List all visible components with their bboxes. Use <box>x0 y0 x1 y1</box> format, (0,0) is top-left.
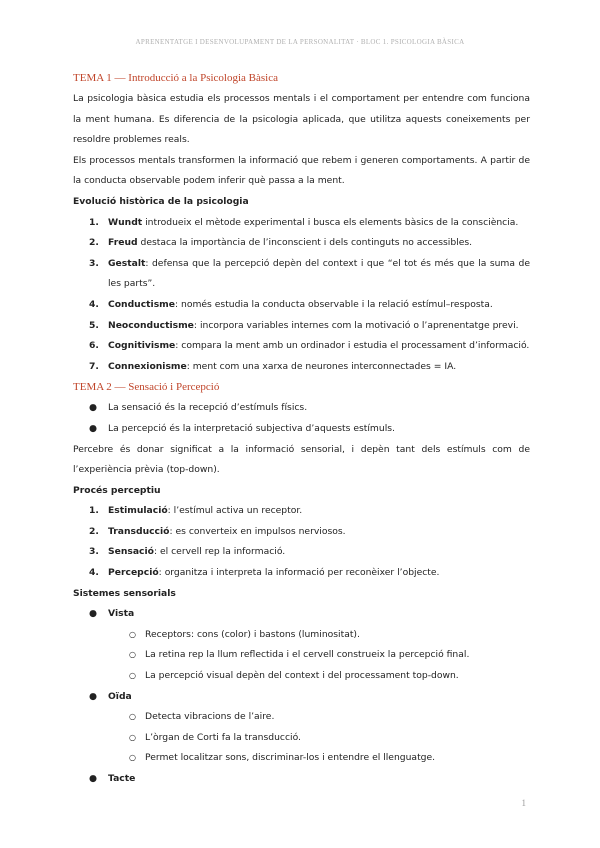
list-term: Wundt <box>108 216 143 228</box>
list-term: Freud <box>108 237 138 249</box>
tema2-paragraph-1: Percebre és donar significat a la informació sensorial, i depèn tant dels estímuls com de l’experiència prèvia (top-down). <box>73 443 530 476</box>
list-term: Vista <box>108 608 135 620</box>
sub-list-item <box>73 707 530 728</box>
list-item <box>73 563 530 584</box>
list-item <box>73 213 530 234</box>
list-item <box>73 398 530 419</box>
page-number: 1 <box>521 798 526 808</box>
proces-list <box>73 501 530 583</box>
list-item <box>73 295 530 316</box>
bullet-icon: ● <box>89 608 98 620</box>
list-item <box>73 233 530 254</box>
list-term: Sensació <box>108 546 154 558</box>
list-text: : ment com una xarxa de neurones interconnectades = IA. <box>186 360 457 372</box>
list-number: 2. <box>89 237 99 249</box>
circle-bullet-icon: ○ <box>129 732 136 742</box>
list-text: La percepció visual depèn del context i del processament top-down. <box>145 670 459 682</box>
tema1-paragraph-2: Els processos mentals transformen la informació que rebem i generen comportaments. A partir de la conducta observable podem inferir què passa a la ment. <box>73 154 530 187</box>
bullet-icon: ● <box>89 690 98 702</box>
list-term: Estimulació <box>108 505 168 517</box>
list-text: : es converteix en impulsos nerviosos. <box>169 525 346 537</box>
circle-bullet-icon: ○ <box>129 753 136 763</box>
list-item <box>73 254 530 295</box>
list-item <box>73 501 530 522</box>
list-text: La percepció és la interpretació subjectiva d’aquests estímuls. <box>108 422 395 434</box>
list-item-oida <box>73 687 530 708</box>
sub-list-item <box>73 625 530 646</box>
list-item <box>73 522 530 543</box>
list-item-tacte <box>73 769 530 790</box>
list-number: 5. <box>89 319 99 331</box>
page-header: APRENENTATGE I DESENVOLUPAMENT DE LA PERSONALITAT · BLOC 1. PSICOLOGIA BÀSICA <box>135 38 465 46</box>
list-text: : defensa que la percepció depèn del context i que “el tot és més que la suma de les parts”. <box>108 257 530 290</box>
sub-list-item <box>73 748 530 769</box>
list-text: : incorpora variables internes com la motivació o l’aprenentatge previ. <box>193 319 519 331</box>
circle-bullet-icon: ○ <box>129 650 136 660</box>
list-item <box>73 316 530 337</box>
list-text: L’òrgan de Corti fa la transducció. <box>145 731 301 743</box>
sub-list-item <box>73 645 530 666</box>
list-term: Oïda <box>108 690 132 702</box>
list-text: La sensació és la recepció d’estímuls físics. <box>108 402 308 414</box>
evolucio-list <box>73 213 530 378</box>
list-term: Gestalt <box>108 257 146 269</box>
list-term: Connexionisme <box>108 360 187 372</box>
sistemes-subtitle: Sistemes sensorials <box>73 587 176 599</box>
tema1-title: TEMA 1 — Introducció a la Psicologia Bàsica <box>73 72 278 84</box>
list-item-vista <box>73 604 530 625</box>
sistemes-list <box>73 604 530 789</box>
tema2-title: TEMA 2 — Sensació i Percepció <box>73 381 220 394</box>
list-text: : l’estímul activa un receptor. <box>167 505 303 517</box>
list-term: Transducció <box>108 525 170 537</box>
list-term: Percepció <box>108 567 159 579</box>
list-number: 3. <box>89 257 99 269</box>
list-number: 1. <box>89 216 99 228</box>
list-item <box>73 542 530 563</box>
document-body <box>73 68 530 790</box>
list-text: Detecta vibracions de l’aire. <box>145 711 275 723</box>
list-text: destaca la importància de l’inconscient i dels continguts no accessibles. <box>137 237 473 249</box>
list-term: Conductisme <box>108 298 175 310</box>
tema2-bullet-list <box>73 398 530 439</box>
list-term: Tacte <box>108 773 136 784</box>
circle-bullet-icon: ○ <box>129 671 136 681</box>
proces-subtitle: Procés perceptiu <box>73 484 161 496</box>
list-term: Cognitivisme <box>108 340 176 352</box>
list-text: Permet localitzar sons, discriminar-los i entendre el llenguatge. <box>145 752 436 764</box>
evolucio-subtitle: Evolució històrica de la psicologia <box>73 195 249 207</box>
list-text: introdueix el mètode experimental i busca els elements bàsics de la consciència. <box>142 216 519 228</box>
sub-list-item <box>73 666 530 687</box>
list-text: : el cervell rep la informació. <box>153 546 286 558</box>
list-number: 7. <box>89 360 99 372</box>
list-text: : organitza i interpreta la informació per reconèixer l’objecte. <box>158 567 440 579</box>
list-text: Receptors: cons (color) i bastons (luminositat). <box>145 628 360 640</box>
list-number: 4. <box>89 567 99 579</box>
circle-bullet-icon: ○ <box>129 629 136 639</box>
list-text: : compara la ment amb un ordinador i estudia el processament d’informació. <box>175 340 530 352</box>
circle-bullet-icon: ○ <box>129 712 136 722</box>
list-term: Neoconductisme <box>108 319 194 331</box>
list-number: 4. <box>89 298 99 310</box>
list-item <box>73 336 530 357</box>
list-number: 1. <box>89 505 99 517</box>
bullet-icon: ● <box>89 402 98 414</box>
list-number: 2. <box>89 525 99 537</box>
bullet-icon: ● <box>89 422 98 434</box>
tema1-paragraph-1: La psicologia bàsica estudia els processos mentals i el comportament per entendre com funciona la ment humana. Es diferencia de la psicologia aplicada, que utilitza aquests coneixements per resoldre problemes reals. <box>73 93 530 146</box>
bullet-icon: ● <box>89 773 98 784</box>
list-text: : només estudia la conducta observable i la relació estímul–resposta. <box>174 298 493 310</box>
sub-list-item <box>73 728 530 749</box>
list-item <box>73 419 530 440</box>
list-number: 3. <box>89 546 99 558</box>
list-item <box>73 357 530 378</box>
list-text: La retina rep la llum reflectida i el cervell construeix la percepció final. <box>145 649 470 661</box>
list-number: 6. <box>89 340 99 352</box>
